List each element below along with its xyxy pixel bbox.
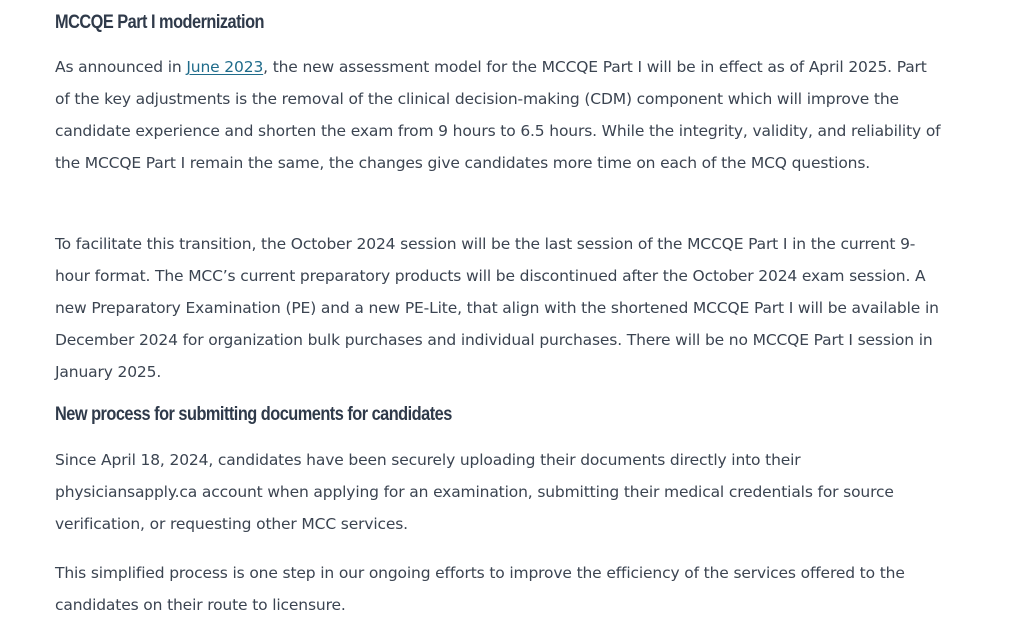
paragraph-upload-process: Since April 18, 2024, candidates have been securely uploading their documents directly into their physiciansapply.ca account when applying for an examination, submitting their medical credentials for source verification, or requesting other MCC services. — [55, 451, 894, 533]
june-2023-link[interactable]: June 2023 — [186, 58, 264, 76]
section-heading-document-submission: New process for submitting documents for candidates — [55, 404, 452, 425]
paragraph-text-before-link: As announced in — [55, 58, 187, 76]
paragraph-announcement — [55, 51, 945, 179]
paragraph-simplified-process: This simplified process is one step in our ongoing efforts to improve the efficiency of the services offered to the candidates on their route to licensure. — [55, 564, 905, 614]
section-heading-mccqe-modernization: MCCQE Part I modernization — [55, 12, 265, 33]
paragraph-text-after-link: , the new assessment model for the MCCQE Part I will be in effect as of April 2025. Part of the key adjustments is the removal of the clinical decision-making (CDM) component which will improve the candidate experience and shorten the exam from 9 hours to 6.5 hours. While the integrity, validity, and reliability of the MCCQE Part I remain the same, the changes give candidates more time on each of the MCQ questions. — [55, 58, 941, 172]
paragraph-transition: To facilitate this transition, the October 2024 session will be the last session of the MCCQE Part I in the current 9-hour format. The MCC’s current preparatory products will be discontinued after the October 2024 exam session. A new Preparatory Examination (PE) and a new PE-Lite, that align with the shortened MCCQE Part I will be available in December 2024 for organization bulk purchases and individual purchases. There will be no MCCQE Part I session in January 2025. — [55, 235, 939, 381]
